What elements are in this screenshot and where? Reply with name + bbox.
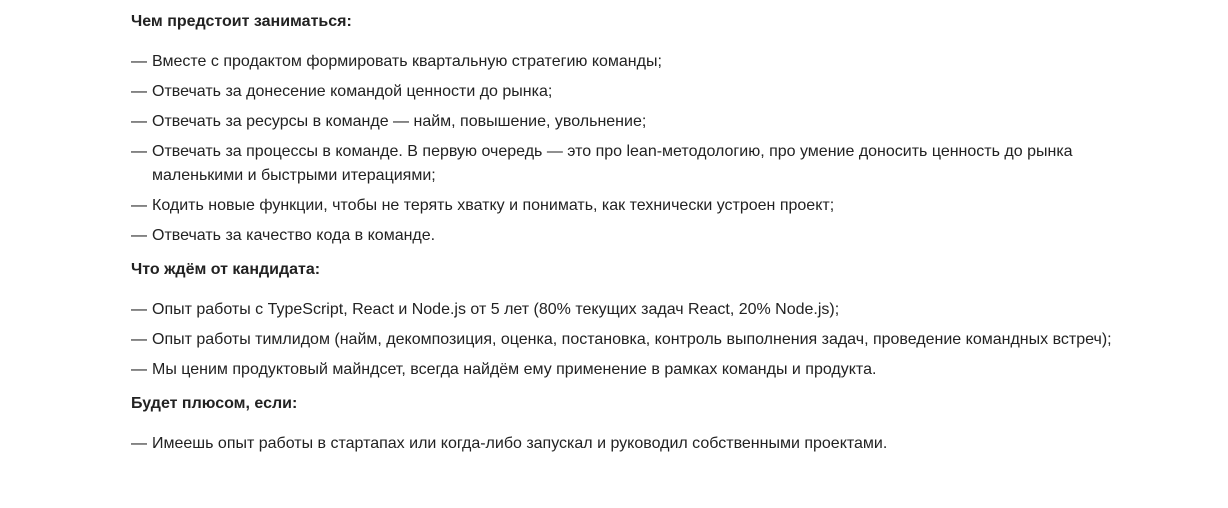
list-item-text: Опыт работы с TypeScript, React и Node.js от 5 лет (80% текущих задач React, 20% Node.js); xyxy=(152,301,840,318)
dash-bullet: — xyxy=(131,301,147,318)
dash-bullet: — xyxy=(131,143,147,160)
list-item-text: Имеешь опыт работы в стартапах или когда-либо запускал и руководил собственными проектами. xyxy=(152,435,888,452)
dash-bullet: — xyxy=(131,435,147,452)
section-heading: Будет плюсом, если: xyxy=(131,395,298,412)
list-item-text: Отвечать за донесение командой ценности до рынка; xyxy=(152,83,553,100)
list-item xyxy=(131,50,1131,74)
section-responsibilities xyxy=(131,10,1131,248)
list-item xyxy=(131,224,1131,248)
dash-bullet: — xyxy=(131,227,147,244)
list-item-text: Опыт работы тимлидом (найм, декомпозиция, оценка, постановка, контроль выполнения задач, проведение командных встреч); xyxy=(152,331,1112,348)
list-item xyxy=(131,110,1131,134)
section-requirements xyxy=(131,258,1131,382)
nice-to-have-list xyxy=(131,432,1131,456)
requirements-list xyxy=(131,298,1131,382)
section-nice-to-have xyxy=(131,392,1131,456)
list-item xyxy=(131,298,1131,322)
list-item-text: Мы ценим продуктовый майндсет, всегда найдём ему применение в рамках команды и продукта. xyxy=(152,361,877,378)
job-description xyxy=(131,10,1131,462)
list-item xyxy=(131,328,1131,352)
list-item xyxy=(131,194,1131,218)
section-heading: Чем предстоит заниматься: xyxy=(131,13,352,30)
list-item-text: Отвечать за качество кода в команде. xyxy=(152,227,436,244)
section-heading: Что ждём от кандидата: xyxy=(131,261,321,278)
list-item xyxy=(131,358,1131,382)
dash-bullet: — xyxy=(131,361,147,378)
dash-bullet: — xyxy=(131,331,147,348)
dash-bullet: — xyxy=(131,83,147,100)
dash-bullet: — xyxy=(131,197,147,214)
list-item-text: Отвечать за ресурсы в команде — найм, повышение, увольнение; xyxy=(152,113,647,130)
list-item xyxy=(131,140,1131,188)
list-item xyxy=(131,80,1131,104)
list-item-text: Вместе с продактом формировать квартальную стратегию команды; xyxy=(152,53,662,70)
dash-bullet: — xyxy=(131,113,147,130)
dash-bullet: — xyxy=(131,53,147,70)
list-item-text: Кодить новые функции, чтобы не терять хватку и понимать, как технически устроен проект; xyxy=(152,197,835,214)
list-item xyxy=(131,432,1131,456)
responsibilities-list xyxy=(131,50,1131,248)
list-item-text: Отвечать за процессы в команде. В первую очередь — это про lean-методологию, про умение доносить ценность до рынка маленькими и быстрыми итерациями; xyxy=(152,143,1073,184)
